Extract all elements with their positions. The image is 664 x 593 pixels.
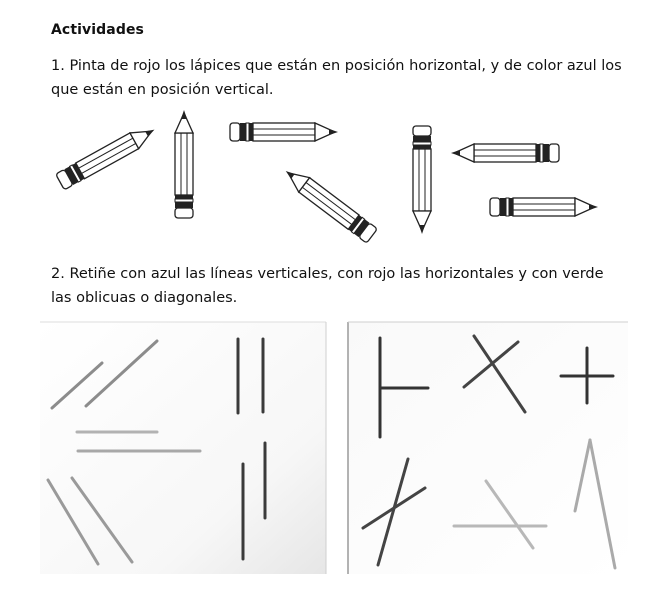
pencil-5 <box>413 126 431 234</box>
line-diagonal-10 <box>575 440 590 511</box>
line-diagonal-3 <box>48 480 98 564</box>
question-1-line-2: que están en posición vertical. <box>51 82 274 98</box>
line-diagonal-4 <box>72 478 132 562</box>
line-diagonal-6 <box>474 336 525 412</box>
pencil-6 <box>451 144 559 162</box>
pencil-7 <box>490 198 598 216</box>
pencil-4 <box>280 164 377 243</box>
activities-heading: Actividades <box>51 22 144 38</box>
line-diagonal-7 <box>378 459 408 565</box>
lines-panel-left <box>40 322 326 574</box>
line-diagonal-9 <box>486 481 533 548</box>
line-diagonal-5 <box>464 342 518 387</box>
pencil-3 <box>230 123 338 141</box>
question-2-line-2: las oblicuas o diagonales. <box>51 290 238 306</box>
lines-panel-right <box>348 322 628 574</box>
question-2-line-1: 2. Retiñe con azul las líneas verticales, con rojo las horizontales y con verde <box>51 266 604 282</box>
question-1-line-1: 1. Pinta de rojo los lápices que están en posición horizontal, y de color azul los <box>51 58 622 74</box>
question-1 <box>51 54 641 102</box>
line-diagonal-1 <box>52 363 102 408</box>
line-diagonal-8 <box>363 488 425 528</box>
pencil-1 <box>56 122 159 190</box>
line-diagonal-2 <box>86 341 157 406</box>
pencil-2 <box>175 110 193 218</box>
question-2 <box>51 262 641 310</box>
line-diagonal-11 <box>590 440 615 568</box>
